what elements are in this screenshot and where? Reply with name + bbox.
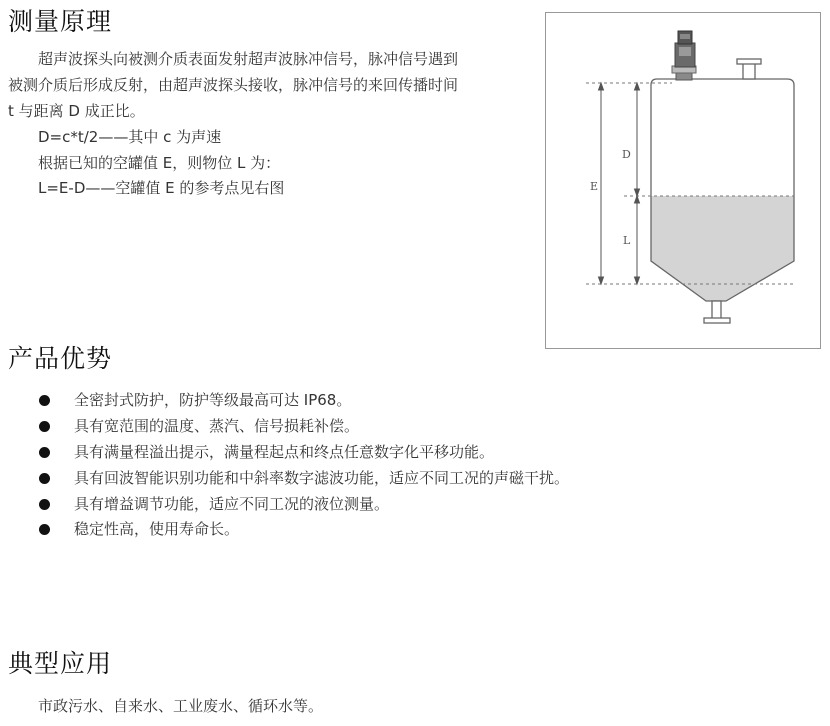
bullet-icon	[39, 421, 50, 432]
formula-level: L=E-D——空罐值 E 的参考点见右图	[38, 179, 285, 197]
advantage-text: 具有增益调节功能，适应不同工况的液位测量。	[74, 495, 390, 513]
advantage-text: 具有回波智能识别功能和中斜率数字滤波功能，适应不同工况的声磁干扰。	[74, 469, 570, 487]
label-L: L	[623, 234, 631, 247]
formula-distance: D=c*t/2——其中 c 为声速	[38, 128, 222, 146]
label-D: D	[622, 148, 631, 161]
ultrasonic-probe	[672, 31, 696, 80]
bullet-icon	[39, 524, 50, 535]
dimension-L	[635, 196, 640, 284]
principle-heading: 测量原理	[8, 7, 113, 36]
tank-diagram	[545, 12, 821, 349]
bullet-icon	[39, 395, 50, 406]
bullet-icon	[39, 473, 50, 484]
tank-diagram-svg	[546, 13, 820, 348]
bullet-icon	[39, 447, 50, 458]
principle-line-3: t 与距离 D 成正比。	[8, 102, 145, 120]
label-E: E	[590, 180, 599, 193]
principle-line-5: 根据已知的空罐值 E，则物位 L 为：	[38, 154, 281, 172]
bottom-outlet	[704, 301, 730, 323]
liquid-fill	[646, 196, 798, 306]
applications-text: 市政污水、自来水、工业废水、循环水等。	[38, 697, 324, 715]
top-nozzle	[737, 59, 761, 79]
principle-line-2: 被测介质后形成反射，由超声波探头接收，脉冲信号的来回传播时间	[8, 76, 459, 94]
dimension-E	[599, 83, 604, 284]
advantages-heading: 产品优势	[8, 344, 113, 373]
advantage-text: 全密封式防护，防护等级最高可达 IP68。	[74, 391, 352, 409]
advantage-text: 具有满量程溢出提示，满量程起点和终点任意数字化平移功能。	[74, 443, 495, 461]
advantage-text: 稳定性高，使用寿命长。	[74, 520, 240, 538]
principle-line-1: 超声波探头向被测介质表面发射超声波脉冲信号，脉冲信号遇到	[38, 50, 459, 68]
bullet-icon	[39, 499, 50, 510]
dimension-D	[635, 83, 640, 196]
applications-heading: 典型应用	[8, 649, 113, 678]
advantage-text: 具有宽范围的温度、蒸汽、信号损耗补偿。	[74, 417, 360, 435]
